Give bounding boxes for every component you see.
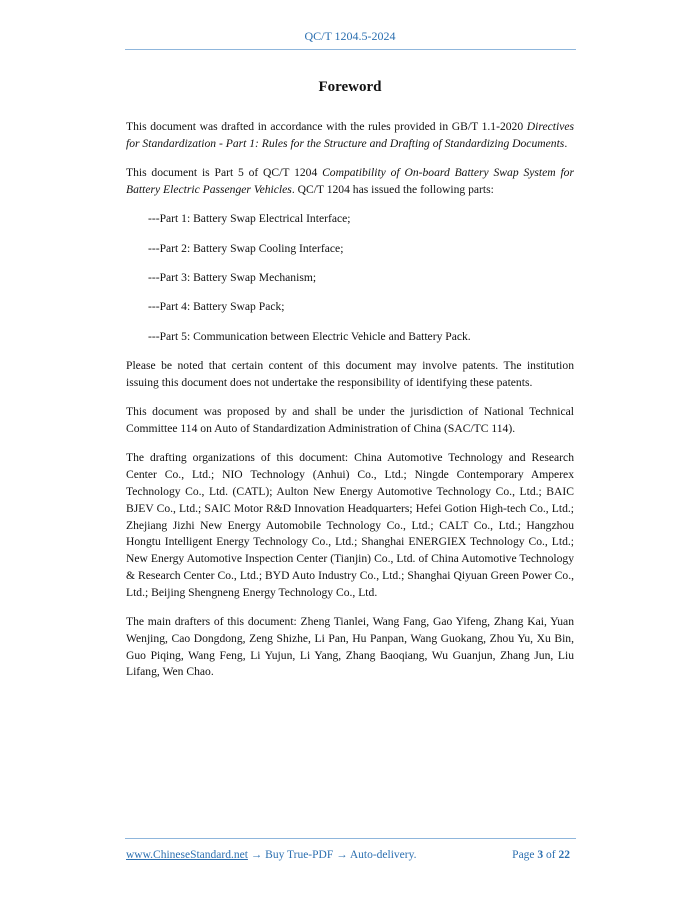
paragraph-main-drafters: The main drafters of this document: Zheng Tianlei, Wang Fang, Gao Yifeng, Zhang Kai, Yuan Wenjing, Cao Dongdong, Zeng Shizhe, Li Pan, Hu Panpan, Wang Guokang, Zhou Yu, Xu Bin, Guo Piqing, Wang Feng, Li Yujun, Li Yang, Zhang Baoqiang, Wu Guanjun, Zhang Jun, Liu Lifang, Wen Chao.	[126, 615, 574, 679]
header-divider	[125, 49, 576, 50]
paragraph-patents: Please be noted that certain content of this document may involve patents. The institution issuing this document does not undertake the responsibility of identifying these patents.	[126, 359, 574, 389]
standard-title: Compatibility of On-board Battery Swap System for Battery Electric Passenger Vehicles	[126, 166, 574, 196]
paragraph-drafting-rules: This document was drafted in accordance with the rules provided in GB/T 1.1-2020 Directives for Standardization - Part 1: Rules for the Structure and Drafting of Standardizing Documents.	[126, 120, 574, 150]
paragraph-drafting-organizations: The drafting organizations of this document: China Automotive Technology and Research Center Co., Ltd.; NIO Technology (Anhui) Co., Ltd.; Ningde Contemporary Amperex Technology Co., Ltd. (CATL); Aulton New Energy Automotive Technology Co., Ltd.; BAIC BJEV Co., Ltd.; SAIC Motor R&D Innovation Headquarters; Hefei Gotion High-tech Co., Ltd.; Zhejiang Jizhi New Energy Automobile Technology Co., Ltd.; CALT Co., Ltd.; Hangzhou Hongtu Intelligent Energy Technology Co., Ltd.; Shanghai ENERGIEX Technology Co., Ltd.; New Energy Automotive Inspection Center (Tianjin) Co., Ltd. of China Automotive Technology & Research Center Co., Ltd.; BYD Auto Industry Co., Ltd.; Shanghai Qiyuan Green Power Co., Ltd.; Beijing Shengneng Energy Technology Co., Ltd.	[126, 451, 574, 599]
directives-title: Directives for Standardization - Part 1: Rules for the Structure and Drafting of Standardizing Documents	[126, 120, 574, 150]
paragraph-jurisdiction: This document was proposed by and shall be under the jurisdiction of National Technical Committee 114 on Auto of Standardization Administration of China (SAC/TC 114).	[126, 405, 574, 436]
paragraph-part-info: This document is Part 5 of QC/T 1204 Compatibility of On-board Battery Swap System for Battery Electric Passenger Vehicles. QC/T 1204 has issued the following parts:	[126, 166, 574, 196]
footer-tagline: → Buy True-PDF → Auto-delivery.	[247, 849, 417, 861]
page-number: Page 3 of 22	[512, 849, 570, 861]
current-page: 3	[537, 849, 544, 861]
list-item: ---Part 1: Battery Swap Electrical Interface;	[148, 212, 351, 226]
document-body	[126, 119, 574, 694]
list-item: ---Part 3: Battery Swap Mechanism;	[148, 270, 317, 284]
list-item: ---Part 2: Battery Swap Cooling Interface;	[148, 241, 344, 255]
list-item: ---Part 5: Communication between Electric Vehicle and Battery Pack.	[148, 329, 471, 343]
footer-divider	[125, 838, 576, 839]
footer-promo	[126, 849, 416, 861]
page-title: Foreword	[318, 79, 382, 95]
document-code-header: QC/T 1204.5-2024	[304, 29, 396, 43]
total-pages: 22	[558, 849, 570, 861]
page-footer	[126, 849, 570, 861]
website-link[interactable]: www.ChineseStandard.net	[126, 849, 248, 861]
list-item: ---Part 4: Battery Swap Pack;	[148, 300, 285, 314]
